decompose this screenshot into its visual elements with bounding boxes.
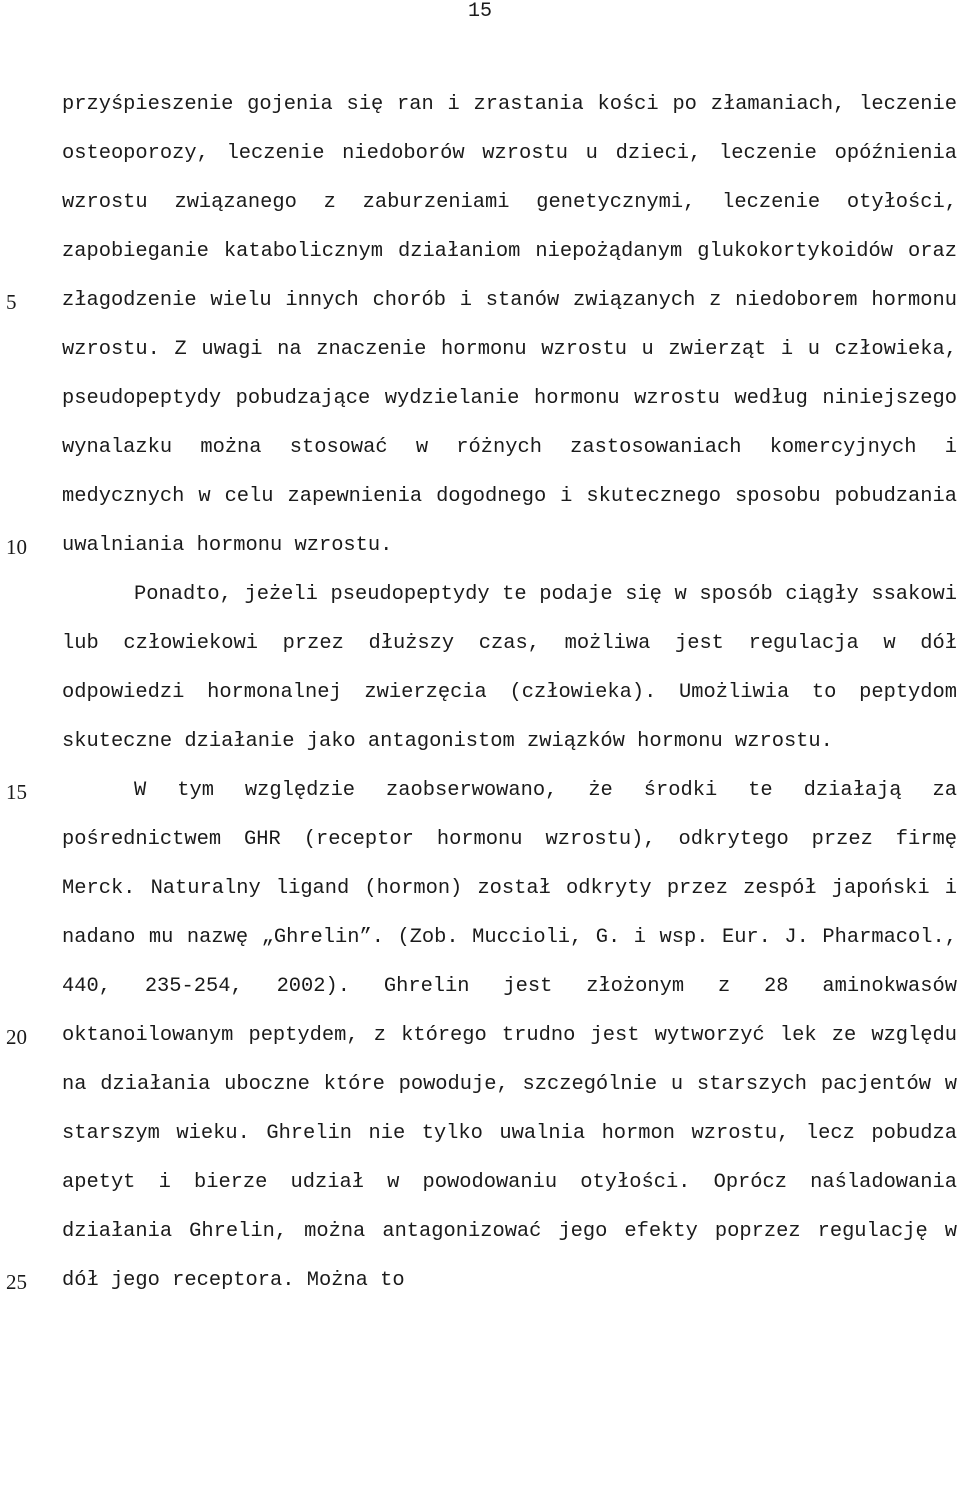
line-number-10: 10 bbox=[6, 535, 27, 559]
line-number-5: 5 bbox=[6, 290, 17, 314]
line-number-15: 15 bbox=[6, 780, 27, 804]
line-number-20: 20 bbox=[6, 1025, 27, 1049]
paragraph-1: przyśpieszenie gojenia się ran i zrastania kości po złamaniach, leczenie osteoporozy, leczenie niedoborów wzrostu u dzieci, leczenie opóźnienia wzrostu związanego z zaburzeniami genetycznymi, leczenie otyłości, zapobieganie katabolicznym działaniom niepożądanym glukokortykoidów oraz złagodzenie wielu innych chorób i stanów związanych z niedoborem hormonu wzrostu. Z uwagi na znaczenie hormonu wzrostu u zwierząt i u człowieka, pseudopeptydy pobudzające wydzielanie hormonu wzrostu według niniejszego wynalazku można stosować w różnych zastosowaniach komercyjnych i medycznych w celu zapewnienia dogodnego i skutecznego sposobu pobudzania uwalniania hormonu wzrostu. bbox=[62, 93, 957, 557]
document-body bbox=[62, 80, 957, 1305]
line-number-25: 25 bbox=[6, 1270, 27, 1294]
paragraph-3: W tym względzie zaobserwowano, że środki te działają za pośrednictwem GHR (receptor hormonu wzrostu), odkrytego przez firmę Merck. Naturalny ligand (hormon) został odkryty przez zespół japoński i nadano mu nazwę „Ghrelin”. (Zob. Muccioli, G. i wsp. Eur. J. Pharmacol., 440, 235-254, 2002). Ghrelin jest złożonym z 28 aminokwasów oktanoilowanym peptydem, z którego trudno jest wytworzyć lek ze względu na działania uboczne które powoduje, szczególnie u starszych pacjentów w starszym wieku. Ghrelin nie tylko uwalnia hormon wzrostu, lecz pobudza apetyt i bierze udział w powodowaniu otyłości. Oprócz naśladowania działania Ghrelin, można antagonizować jego efekty poprzez regulację w dół jego receptora. Można to bbox=[62, 779, 957, 1292]
paragraph-2: Ponadto, jeżeli pseudopeptydy te podaje się w sposób ciągły ssakowi lub człowiekowi przez dłuższy czas, możliwa jest regulacja w dół odpowiedzi hormonalnej zwierzęcia (człowieka). Umożliwia to peptydom skuteczne działanie jako antagonistom związków hormonu wzrostu. bbox=[62, 583, 957, 753]
page-number: 15 bbox=[467, 0, 492, 23]
